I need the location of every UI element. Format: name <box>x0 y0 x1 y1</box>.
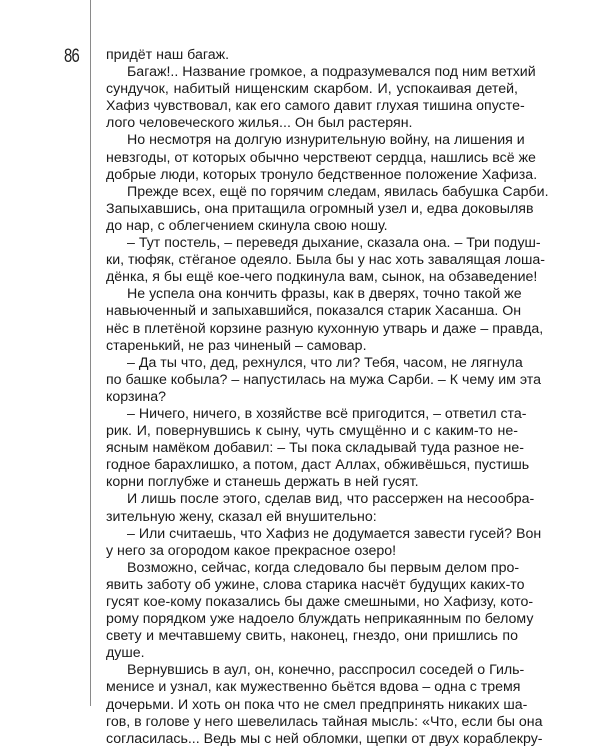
text-line: корзина? <box>106 388 167 405</box>
text-line: – Или считаешь, что Хафиз не додумается завести гусей? Вон <box>127 525 542 542</box>
text-line: рому порядком уже надоело блуждать неприкаянным по белому <box>106 611 534 628</box>
text-line: зительную жену, сказал ей внушительно: <box>106 508 377 525</box>
text-line: корни поглубже и станешь держать в ней гусят. <box>106 474 419 491</box>
text-line: согласилась... Ведь мы с ней обломки, щепки от двух кораблекру- <box>106 730 543 747</box>
text-line: невзгоды, от которых обычно черствеют сердца, нашлись всё же <box>106 149 536 166</box>
text-line: – Тут постель, – переведя дыхание, сказала она. – Три подуш- <box>127 235 541 252</box>
text-line: по башке кобыла? – напустилась на мужа Сарби. – К чему им эта <box>106 371 541 388</box>
text-line: рик. И, повернувшись к сыну, чуть смущённо и с каким-то не- <box>106 423 518 440</box>
text-line: Не успела она кончить фразы, как в дверях, точно такой же <box>127 286 522 303</box>
body-text <box>106 47 549 748</box>
margin-rule <box>90 0 91 706</box>
text-line: Хафиз чувствовал, как его самого давит глухая тишина опусте- <box>106 98 525 115</box>
text-line: Возможно, сейчас, когда следовало бы первым делом про- <box>127 559 520 576</box>
text-line: нёс в плетёной корзине разную кухонную утварь и даже – правда, <box>106 320 544 337</box>
text-line: – Да ты что, дед, рехнулся, что ли? Тебя, часом, не лягнула <box>127 354 523 371</box>
text-line: душе. <box>106 645 145 662</box>
text-line: придёт наш багаж. <box>106 47 230 63</box>
text-line: дочерьми. И хоть он пока что не смел предпринять никаких ша- <box>106 696 528 713</box>
text-line: Багаж!.. Название громкое, а подразумевался под ним ветхий <box>127 64 536 81</box>
text-line: ясным намёком добавил: – Ты пока складывай туда разное не- <box>106 440 525 457</box>
text-line: у него за огородом какое прекрасное озеро! <box>106 542 397 559</box>
text-line: Вернувшись в аул, он, конечно, расспросил соседей о Гиль- <box>127 662 525 679</box>
text-line: Запыхавшись, она притащила огромный узел и, едва доковыляв <box>106 200 534 217</box>
text-line: – Ничего, ничего, в хозяйстве всё пригодится, – ответил ста- <box>127 405 527 422</box>
text-line: ки, тюфяк, стёганое одеяло. Была бы у нас хоть завалящая лоша- <box>106 252 546 269</box>
text-line: менисе и узнал, как мужественно бьётся вдова – одна с тремя <box>106 679 521 696</box>
text-line: гусят кое-кому показались бы даже смешными, но Хафизу, кото- <box>106 594 534 610</box>
text-line: добрые люди, которых тронуло бедственное положение Хафиза. <box>106 166 538 183</box>
text-line: явить заботу об ужине, слова старика насчёт будущих каких-то <box>106 576 525 593</box>
text-line: лого человеческого жилья... Он был растерян. <box>106 115 413 132</box>
text-line: Но несмотря на долгую изнурительную войну, на лишения и <box>127 132 525 149</box>
text-line: гов, в голове у него шевелилась тайная мысль: «Что, если бы она <box>106 713 543 730</box>
text-line: до нар, с облегчением скинула свою ношу. <box>106 217 388 234</box>
text-line: старенький, не раз чиненый – самовар. <box>106 337 367 354</box>
text-line: дёнка, я бы ещё кое-чего подкинула вам, сынок, на обзаведение! <box>106 269 538 286</box>
text-line: навьюченный и запыхавшийся, показался старик Хасанша. Он <box>106 303 522 320</box>
text-line: И лишь после этого, сделав вид, что рассержен на несообра- <box>127 491 535 508</box>
text-line: свету и мечтавшему свить, наконец, гнездо, они пришлись по <box>106 628 518 645</box>
text-line: Прежде всех, ещё по горячим следам, явилась бабушка Сарби. <box>127 183 549 200</box>
text-line: годное барахлишко, а потом, даст Аллах, обживёшься, пустишь <box>106 457 530 474</box>
text-line: сундучок, набитый нищенским скарбом. И, успокаивая детей, <box>106 81 518 98</box>
page-number: 86 <box>64 46 79 67</box>
